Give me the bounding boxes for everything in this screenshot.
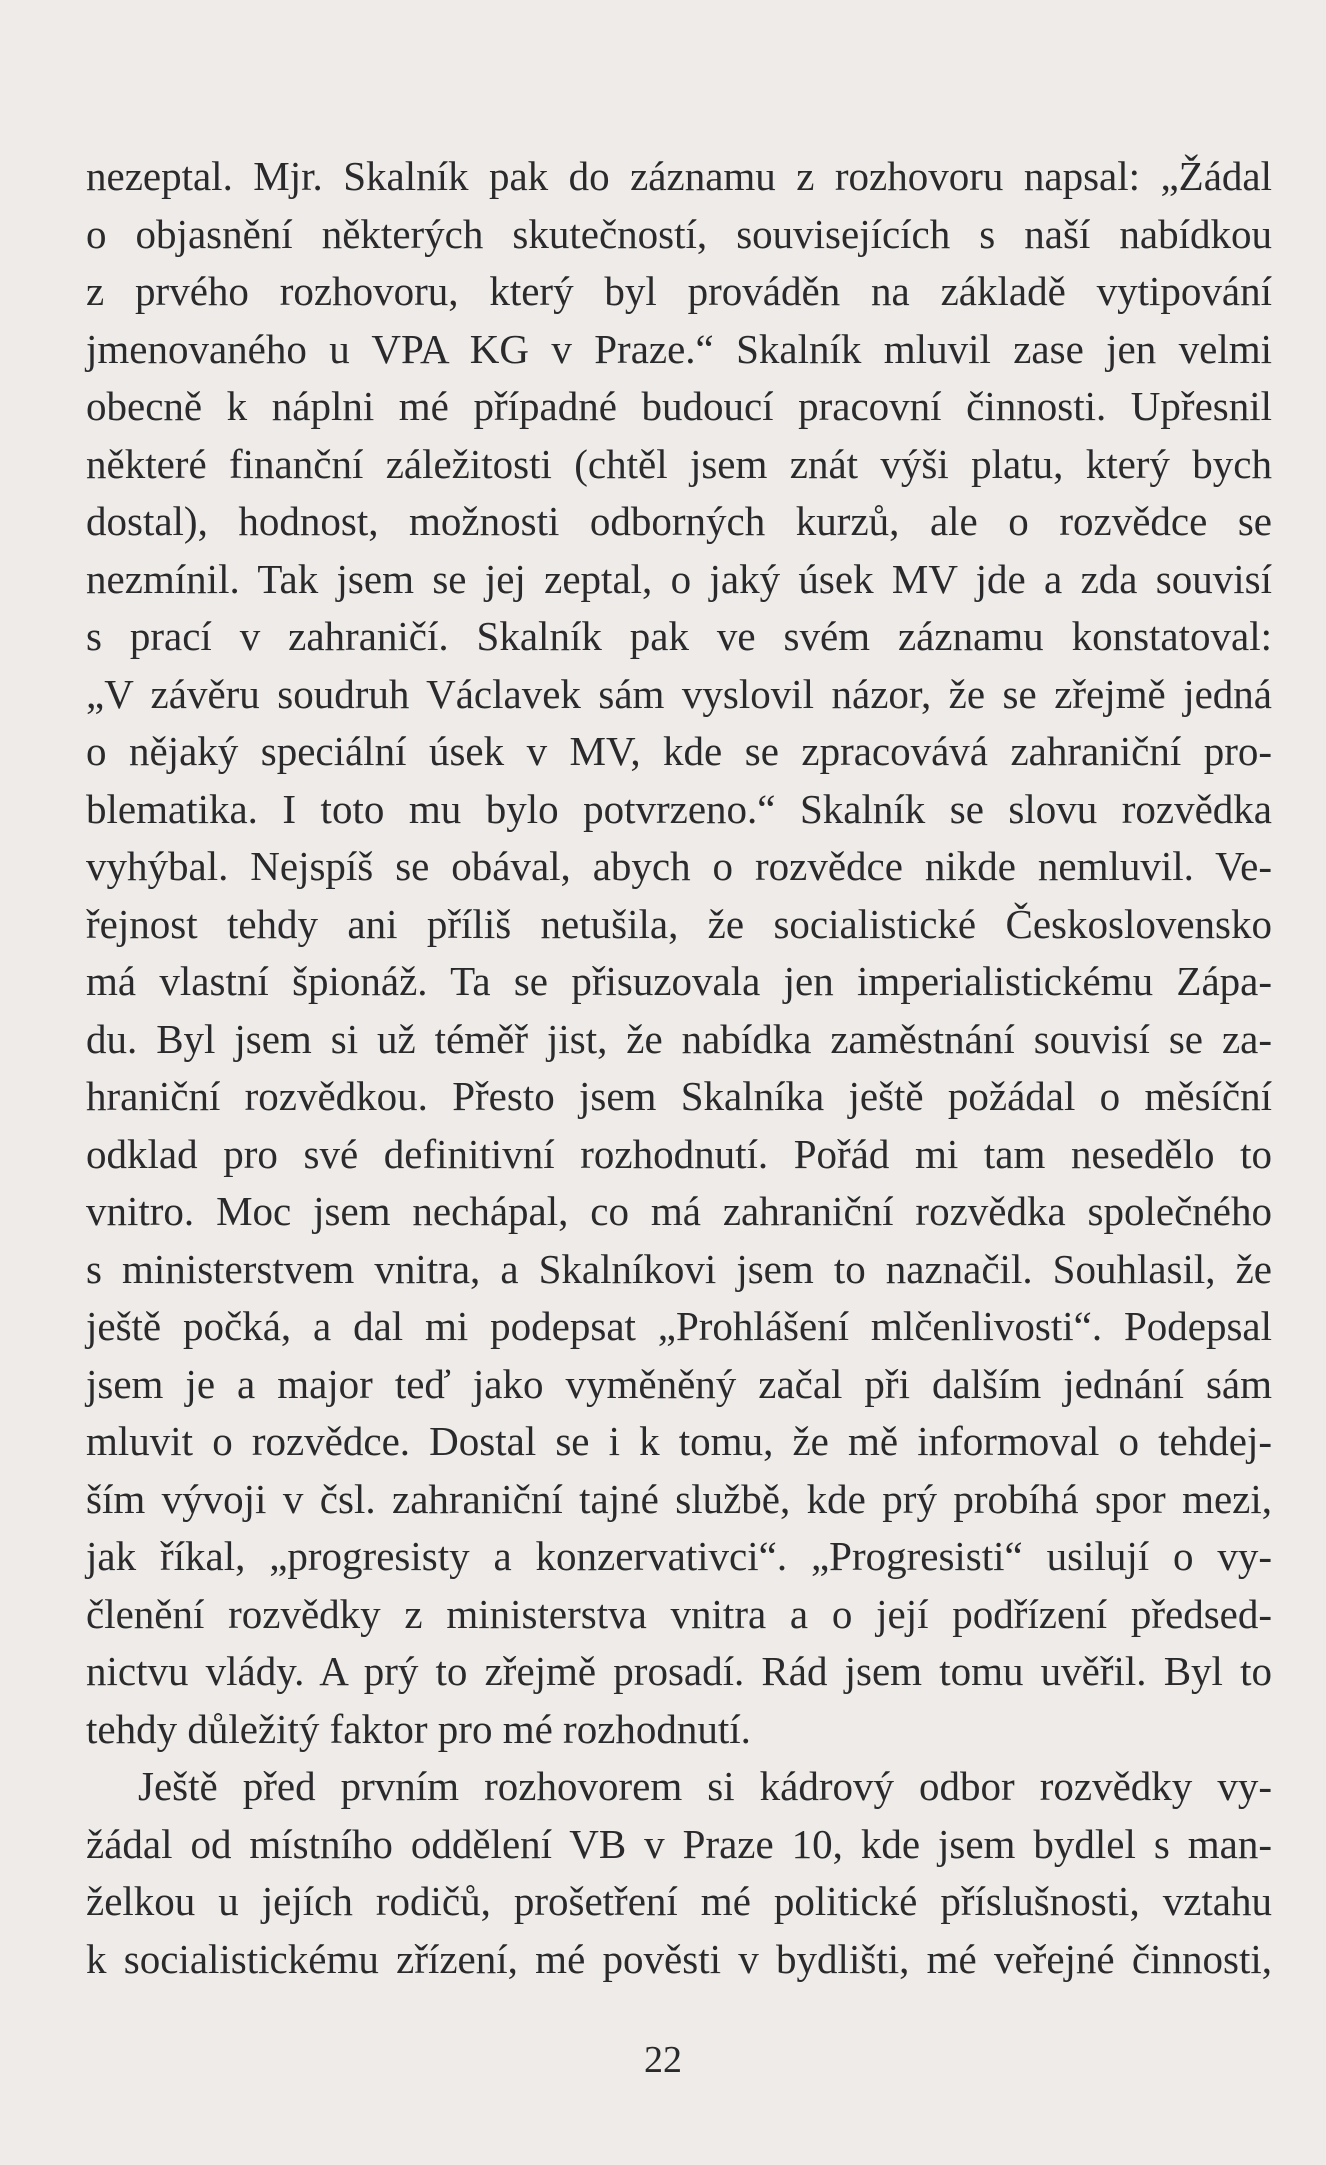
text-line: žádal od místního oddělení VB v Praze 10, kde jsem bydlel s man- <box>86 1820 1272 1867</box>
text-line: obecně k náplni mé případné budoucí pracovní činnosti. Upřesnil <box>86 383 1272 429</box>
body-text <box>86 148 1272 1988</box>
text-line: tehdy důležitý faktor pro mé rozhodnutí. <box>86 1705 751 1752</box>
text-line: o nějaký speciální úsek v MV, kde se zpracovává zahraniční pro- <box>86 728 1272 774</box>
text-line: má vlastní špionáž. Ta se přisuzovala jen imperialistickému Zápa- <box>86 958 1272 1004</box>
text-line: členění rozvědky z ministerstva vnitra a o její podřízení předsed- <box>86 1590 1272 1637</box>
text-line: nezeptal. Mjr. Skalník pak do záznamu z rozhovoru napsal: „Žádal <box>86 153 1272 199</box>
text-line: s prací v zahraničí. Skalník pak ve svém záznamu konstatoval: <box>86 613 1272 659</box>
text-line: želkou u jejích rodičů, prošetření mé politické příslušnosti, vztahu <box>86 1878 1272 1924</box>
text-line: odklad pro své definitivní rozhodnutí. Pořád mi tam nesedělo to <box>86 1130 1272 1177</box>
text-line: jmenovaného u VPA KG v Praze.“ Skalník mluvil zase jen velmi <box>86 325 1272 372</box>
text-line: nictvu vlády. A prý to zřejmě prosadí. Rád jsem tomu uvěřil. Byl to <box>86 1648 1272 1694</box>
text-line: některé finanční záležitosti (chtěl jsem znát výši platu, který bych <box>86 440 1272 487</box>
text-line: ještě počká, a dal mi podepsat „Prohlášení mlčenlivosti“. Podepsal <box>86 1303 1272 1349</box>
text-line: s ministerstvem vnitra, a Skalníkovi jsem to naznačil. Souhlasil, že <box>86 1245 1272 1292</box>
text-line: vnitro. Moc jsem nechápal, co má zahraniční rozvědka společného <box>86 1188 1272 1234</box>
paragraph <box>86 148 1272 1758</box>
paragraph <box>86 1758 1272 1988</box>
text-line: řejnost tehdy ani příliš netušila, že socialistické Československo <box>86 900 1272 947</box>
text-line: hraniční rozvědkou. Přesto jsem Skalníka ještě požádal o měsíční <box>86 1073 1272 1119</box>
text-line: z prvého rozhovoru, který byl prováděn na základě vytipování <box>86 268 1272 314</box>
text-line: jak říkal, „progresisty a konzervativci“. „Progresisti“ usilují o vy- <box>86 1533 1272 1579</box>
text-line: du. Byl jsem si už téměř jist, že nabídka zaměstnání souvisí se za- <box>86 1015 1272 1062</box>
text-line: dostal), hodnost, možnosti odborných kurzů, ale o rozvědce se <box>86 498 1272 544</box>
text-line: ším vývoji v čsl. zahraniční tajné službě, kde prý probíhá spor mezi, <box>86 1475 1272 1522</box>
text-line: nezmínil. Tak jsem se jej zeptal, o jaký úsek MV jde a zda souvisí <box>86 555 1272 602</box>
text-line: blematika. I toto mu bylo potvrzeno.“ Skalník se slovu rozvědka <box>86 785 1272 832</box>
text-line: Ještě před prvním rozhovorem si kádrový odbor rozvědky vy- <box>138 1763 1272 1809</box>
text-line: „V závěru soudruh Václavek sám vyslovil názor, že se zřejmě jedná <box>86 670 1272 717</box>
page-number: 22 <box>644 2039 682 2081</box>
text-line: jsem je a major teď jako vyměněný začal při dalším jednání sám <box>86 1360 1272 1407</box>
text-line: mluvit o rozvědce. Dostal se i k tomu, že mě informoval o tehdej- <box>86 1418 1272 1464</box>
text-line: o objasnění některých skutečností, souvisejících s naší nabídkou <box>86 210 1272 257</box>
text-line: vyhýbal. Nejspíš se obával, abych o rozvědce nikde nemluvil. Ve- <box>86 843 1272 889</box>
text-line: k socialistickému zřízení, mé pověsti v bydlišti, mé veřejné činnosti, <box>86 1935 1272 1982</box>
